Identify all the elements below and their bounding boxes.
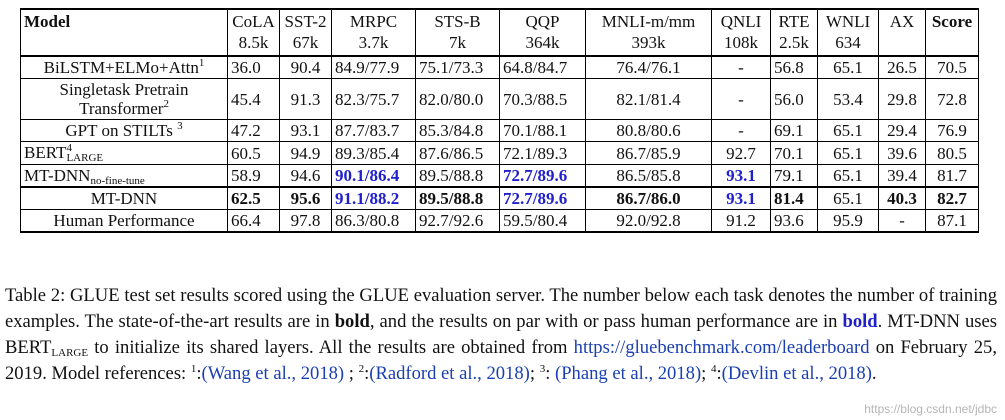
ref-marker: 2 [163,98,169,110]
table-cell: 86.5/85.8 [586,165,712,188]
table-cell: 93.1 [712,187,771,210]
table-cell: 87.6/86.5 [416,142,500,165]
table-cell: 94.6 [280,165,332,188]
table-cell: 79.1 [771,165,818,188]
header-task-size: 634 [818,32,879,56]
header-task-name: CoLA [228,9,280,32]
table-cell: 70.1/88.1 [500,120,586,142]
table-cell: 66.4 [228,210,280,233]
table-cell: 29.8 [879,79,926,120]
table-cell: 47.2 [228,120,280,142]
table-cell: 40.3 [879,187,926,210]
citation-link[interactable]: (Radford et al., 2018) [369,363,530,384]
blue-bold-word: bold [842,311,878,332]
table-cell: 92.7/92.6 [416,210,500,233]
table-cell: 92.0/92.8 [586,210,712,233]
table-cell: 86.7/86.0 [586,187,712,210]
table-cell: 91.1/88.2 [332,187,416,210]
model-subscript: LARGE [66,152,104,164]
table-cell: 72.7/89.6 [500,187,586,210]
table-cell: 81.4 [771,187,818,210]
table-cell: 76.9 [926,120,979,142]
table-cell: 58.9 [228,165,280,188]
table-cell: - [712,56,771,79]
table-cell: 81.7 [926,165,979,188]
table-cell: 75.1/73.3 [416,56,500,79]
table-caption: Table 2: GLUE test set results scored using the GLUE evaluation server. The number below each task denotes the number of training examples. The state-of-the-art results are in bold, and the results on par with or pass human performance are in bold. MT-DNN uses $BERT_{LARGE}$ to initialize its shared layers. All the results are obtained from https://gluebenchmark.com/leaderboard on February 25, 2019. Model references: $^1$:(Wang et al., 2018) ; $^2$:(Radford et al., 2018); $^3$: (Phang et al., 2018); $^4$:(Devlin et al., 2018). [5,285,998,384]
table-cell: - [712,79,771,120]
table-cell: 91.3 [280,79,332,120]
table-cell: 56.0 [771,79,818,120]
table-row [21,120,979,142]
header-task-size: 2.5k [771,32,818,56]
table-cell: 95.9 [818,210,879,233]
model-name: $MT-DNN_{no-fine-tune}$ [21,165,228,188]
table-cell: 91.2 [712,210,771,233]
table-cell: 64.8/84.7 [500,56,586,79]
model-name: BERT 4 LARGE [21,142,228,165]
table-cell: 85.3/84.8 [416,120,500,142]
header-task-name: MNLI-m/mm [586,9,712,32]
model-name: Human Performance [21,210,228,233]
table-cell: 36.0 [228,56,280,79]
table-cell: 62.5 [228,187,280,210]
table-cell: 26.5 [879,56,926,79]
header-row-task-names [21,9,979,32]
header-task-name: STS-B [416,9,500,32]
table-cell: 93.6 [771,210,818,233]
table-cell: 70.1 [771,142,818,165]
table-cell: 65.1 [818,165,879,188]
leaderboard-link[interactable]: https://gluebenchmark.com/leaderboard [573,337,870,358]
citation-link[interactable]: (Phang et al., 2018) [550,363,702,384]
table-cell: 80.5 [926,142,979,165]
table-cell: 86.3/80.8 [332,210,416,233]
table-cell: 86.7/85.9 [586,142,712,165]
header-task-size: 67k [280,32,332,56]
header-task-name: WNLI [818,9,879,32]
table-cell: 92.7 [712,142,771,165]
header-task-name: MRPC [332,9,416,32]
table-cell: 80.8/80.6 [586,120,712,142]
table-cell: 45.4 [228,79,280,120]
header-task-size: 364k [500,32,586,56]
table-cell: 84.9/77.9 [332,56,416,79]
table-cell: 82.7 [926,187,979,210]
table-cell: 93.1 [280,120,332,142]
table-cell: 87.1 [926,210,979,233]
table-cell: 82.0/80.0 [416,79,500,120]
table-cell: 70.3/88.5 [500,79,586,120]
citation-link[interactable]: (Wang et al., 2018) [201,363,345,384]
table-cell: 72.8 [926,79,979,120]
model-subscript: no-fine-tune [90,175,145,187]
header-task-size: 7k [416,32,500,56]
table-row [21,187,979,210]
header-task-size [879,32,926,56]
table-row [21,165,979,188]
model-name: Singletask Pretrain Transformer$^2$ [21,79,228,120]
table-cell: 94.9 [280,142,332,165]
header-task-size: 108k [712,32,771,56]
table-cell: 65.1 [818,56,879,79]
table-cell: 89.5/88.8 [416,165,500,188]
table-cell: 76.4/76.1 [586,56,712,79]
table-cell: 89.5/88.8 [416,187,500,210]
header-task-name: SST-2 [280,9,332,32]
table-cell: 97.8 [280,210,332,233]
header-task-name: AX [879,9,926,32]
watermark: https://blog.csdn.net/jdbc [864,402,997,416]
table-cell: 70.5 [926,56,979,79]
table-cell: - [879,210,926,233]
table-row [21,79,979,120]
table-cell: 60.5 [228,142,280,165]
glue-results-table [20,8,979,233]
model-name: BiLSTM+ELMo+Attn$^1$ [21,56,228,79]
table-cell: 95.6 [280,187,332,210]
table-cell: 65.1 [818,120,879,142]
table-cell: 65.1 [818,142,879,165]
citation-link[interactable]: (Devlin et al., 2018) [721,363,872,384]
table-cell: 56.8 [771,56,818,79]
header-task-size: 3.7k [332,32,416,56]
header-task-name: RTE [771,9,818,32]
table-row [21,56,979,79]
table-cell: 65.1 [818,187,879,210]
table-cell: 39.4 [879,165,926,188]
bold-word: bold [334,311,370,332]
table-cell: 59.5/80.4 [500,210,586,233]
table-row [21,210,979,233]
table-cell: - [712,120,771,142]
table-row [21,142,979,165]
model-name: GPT on STILTs $^3$ [21,120,228,142]
header-task-size: 393k [586,32,712,56]
model-name: MT-DNN [21,187,228,210]
table-cell: 72.7/89.6 [500,165,586,188]
table-cell: 87.7/83.7 [332,120,416,142]
table-cell: 72.1/89.3 [500,142,586,165]
header-task-size: 8.5k [228,32,280,56]
header-task-name: QNLI [712,9,771,32]
table-cell: 89.3/85.4 [332,142,416,165]
table-cell: 39.6 [879,142,926,165]
table-cell: 90.1/86.4 [332,165,416,188]
table-cell: 82.3/75.7 [332,79,416,120]
ref-marker: 3 [177,120,183,132]
header-score: Score [926,9,979,56]
header-model: Model [21,9,228,56]
table-cell: 82.1/81.4 [586,79,712,120]
table-cell: 69.1 [771,120,818,142]
table-cell: 93.1 [712,165,771,188]
ref-marker: 4 [66,142,72,154]
table-cell: 90.4 [280,56,332,79]
ref-marker: 1 [198,57,205,69]
table-cell: 29.4 [879,120,926,142]
header-task-name: QQP [500,9,586,32]
table-cell: 53.4 [818,79,879,120]
